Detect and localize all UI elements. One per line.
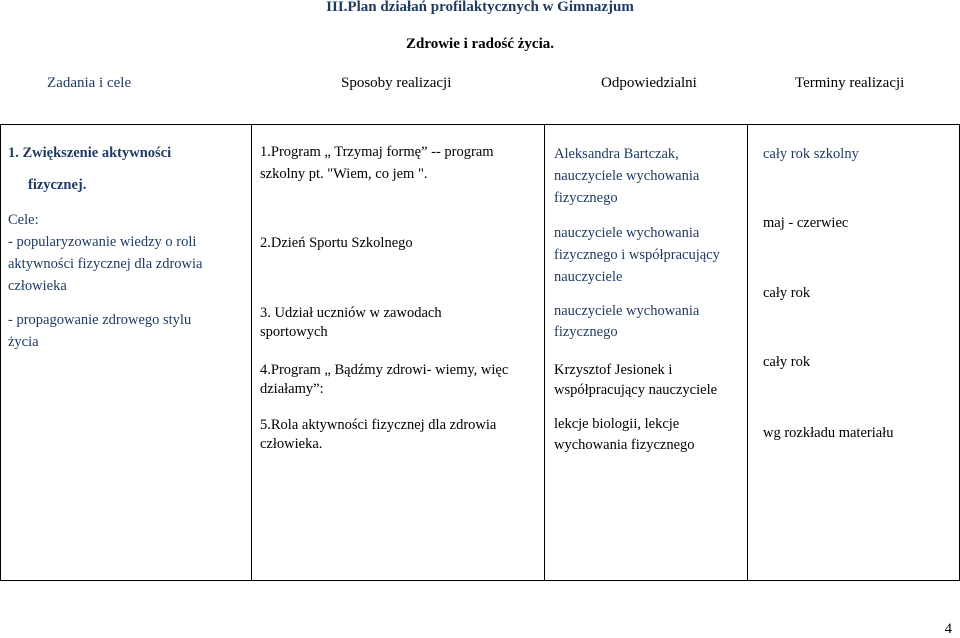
goals-label: Cele:	[8, 212, 39, 228]
task-title-line2: fizycznej.	[28, 177, 87, 193]
term-4: cały rok	[763, 354, 811, 370]
header-responsible: Odpowiedzialni	[601, 75, 697, 91]
goal1-line1: - popularyzowanie wiedzy o roli	[8, 234, 197, 250]
header-methods: Sposoby realizacji	[341, 75, 452, 91]
goal2-line1: - propagowanie zdrowego stylu	[8, 312, 192, 328]
cell-terms	[748, 125, 960, 581]
responsible-4-line1: Krzysztof Jesionek i	[554, 362, 673, 378]
responsible-3-line1: nauczyciele wychowania	[554, 303, 700, 319]
table-row	[1, 125, 960, 581]
header-terms: Terminy realizacji	[795, 75, 905, 91]
term-2: maj - czerwiec	[763, 215, 849, 231]
method-5-line1: 5.Rola aktywności fizycznej dla zdrowia	[260, 417, 497, 433]
method-2-line1: 2.Dzień Sportu Szkolnego	[260, 235, 413, 251]
responsible-5-line1: lekcje biologii, lekcje	[554, 416, 680, 432]
cell-responsible	[545, 125, 748, 581]
responsible-4-line2: współpracujący nauczyciele	[554, 382, 718, 398]
task-title-line1: 1. Zwiększenie aktywności	[8, 145, 172, 161]
method-1-line2: szkolny pt. "Wiem, co jem ".	[260, 166, 428, 182]
goal1-line2: aktywności fizycznej dla zdrowia	[8, 256, 203, 272]
method-5-line2: człowieka.	[260, 436, 323, 452]
term-3: cały rok	[763, 285, 811, 301]
method-3-line1: 3. Udział uczniów w zawodach	[260, 305, 442, 321]
responsible-1-line1: Aleksandra Bartczak,	[554, 146, 679, 162]
plan-table	[0, 124, 960, 581]
responsible-5-line2: wychowania fizycznego	[554, 437, 695, 453]
cell-tasks	[1, 125, 252, 581]
method-4-line2: działamy”:	[260, 381, 324, 397]
header-tasks: Zadania i cele	[47, 75, 132, 91]
responsible-2-line1: nauczyciele wychowania	[554, 225, 700, 241]
page-number: 4	[944, 621, 952, 637]
term-1: cały rok szkolny	[763, 146, 859, 162]
term-5: wg rozkładu materiału	[763, 425, 894, 441]
document-subtitle: Zdrowie i radość życia.	[405, 36, 555, 52]
goal2-line2: życia	[8, 334, 39, 350]
document-title: III.Plan działań profilaktycznych w Gimnazjum	[326, 0, 634, 15]
responsible-1-line2: nauczyciele wychowania	[554, 168, 700, 184]
responsible-3-line2: fizycznego	[554, 324, 618, 340]
responsible-2-line3: nauczyciele	[554, 269, 623, 285]
method-3-line2: sportowych	[260, 324, 328, 340]
cell-methods	[252, 125, 545, 581]
responsible-1-line3: fizycznego	[554, 190, 618, 206]
responsible-2-line2: fizycznego i współpracujący	[554, 247, 720, 263]
method-4-line1: 4.Program „ Bądźmy zdrowi- wiemy, więc	[260, 362, 509, 378]
method-1-line1: 1.Program „ Trzymaj formę” -- program	[260, 144, 494, 160]
goal1-line3: człowieka	[8, 278, 67, 294]
